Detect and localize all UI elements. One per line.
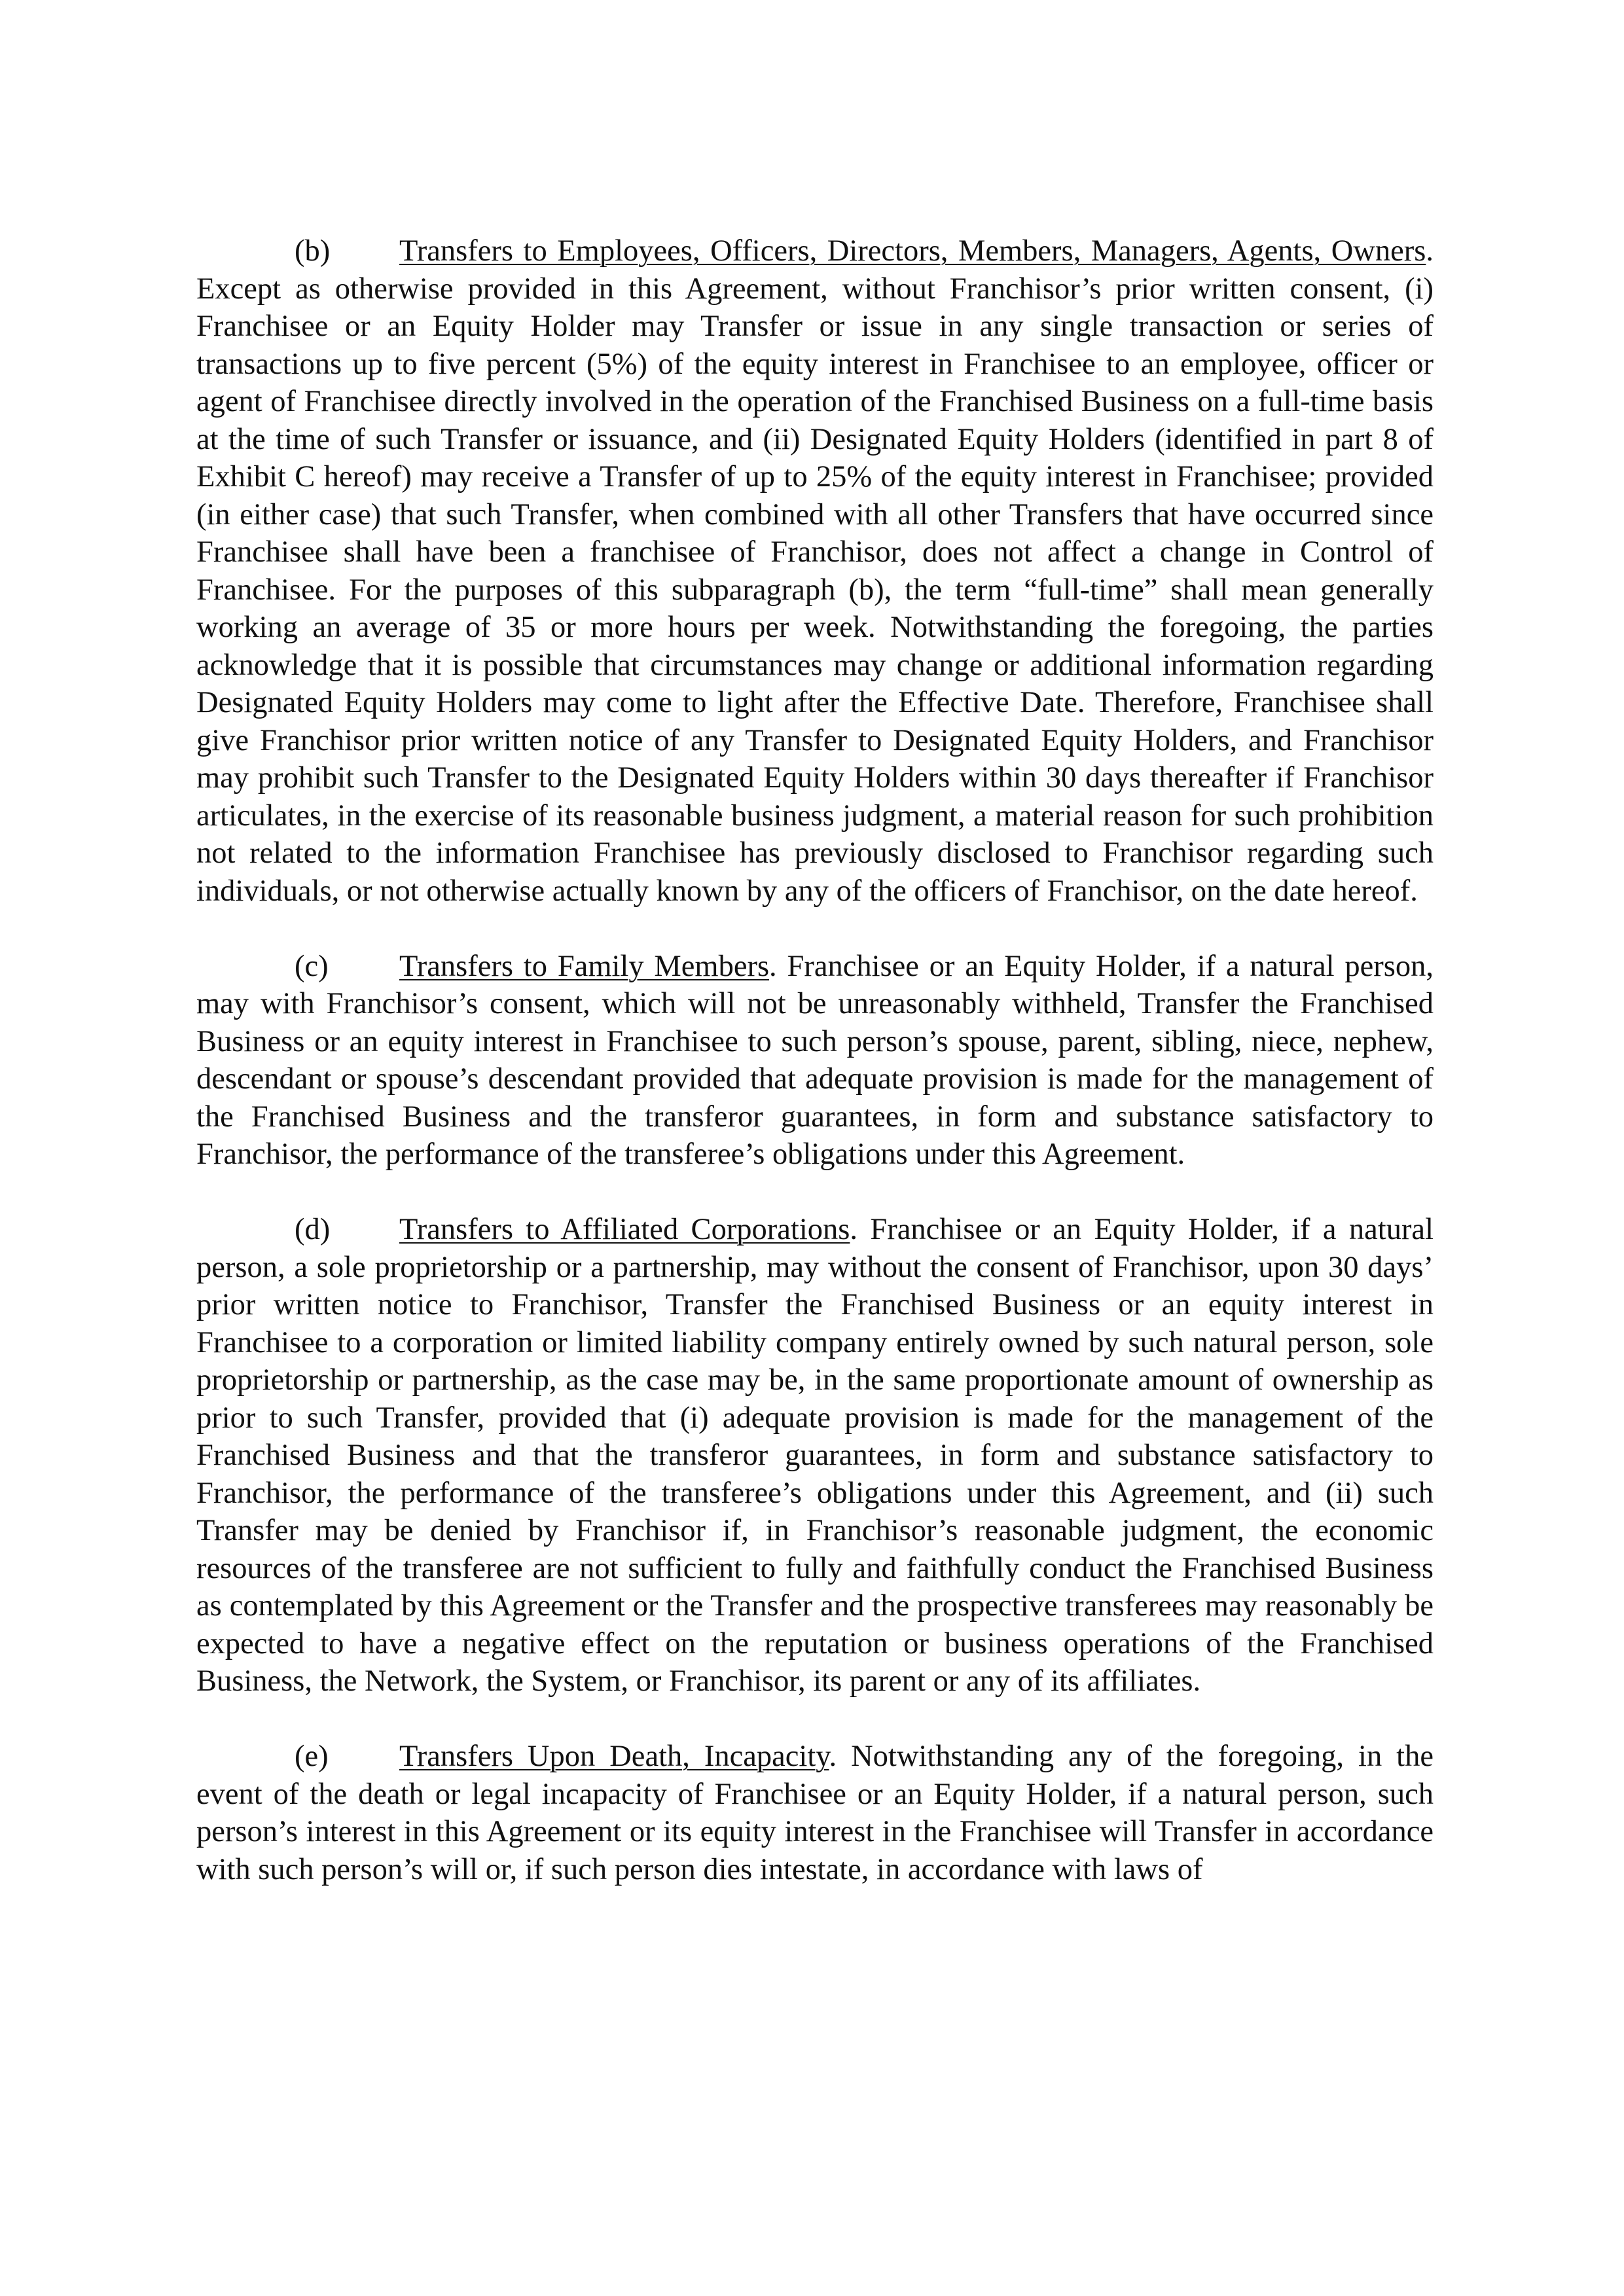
paragraph-d bbox=[196, 1211, 1434, 1700]
paragraph-e bbox=[196, 1738, 1434, 1888]
paragraph-c bbox=[196, 948, 1434, 1174]
paragraph-heading: Transfers to Employees, Officers, Directors, Members, Managers, Agents, Owners bbox=[399, 234, 1426, 268]
paragraph-label: (b) bbox=[295, 234, 331, 268]
paragraph-body: . Franchisee or an Equity Holder, if a natural person, may with Franchisor’s consent, which will not be unreasonably withheld, Transfer the Franchised Business or an equity interest in Franchisee to such person’s spouse, parent, sibling, niece, nephew, descendant or spouse’s descendant provided that adequate provision is made for the management of the Franchised Business and the transferor guarantees, in form and substance satisfactory to Franchisor, the performance of the transferee’s obligations under this Agreement. bbox=[196, 949, 1434, 1171]
paragraph-b bbox=[196, 232, 1434, 910]
paragraph-heading: Transfers Upon Death, Incapacity bbox=[399, 1740, 829, 1773]
paragraph-label: (c) bbox=[295, 949, 329, 983]
paragraph-heading: Transfers to Affiliated Corporations bbox=[399, 1213, 850, 1246]
paragraph-label: (d) bbox=[295, 1213, 331, 1246]
paragraph-label: (e) bbox=[295, 1740, 329, 1773]
paragraph-body: . Notwithstanding any of the foregoing, in the event of the death or legal incapacity of Franchisee or an Equity Holder, if a natural person, such person’s interest in this Agreement or its equity interest in the Franchisee will Transfer in accordance with such person’s will or, if such person dies intestate, in accordance with laws of bbox=[196, 1740, 1434, 1886]
paragraph-body: . Except as otherwise provided in this Agreement, without Franchisor’s prior written consent, (i) Franchisee or an Equity Holder may Transfer or issue in any single transaction or series of transactions up to five percent (5%) of the equity interest in Franchisee to an employee, officer or agent of Franchisee directly involved in the operation of the Franchised Business on a full-time basis at the time of such Transfer or issuance, and (ii) Designated Equity Holders (identified in part 8 of Exhibit C hereof) may receive a Transfer of up to 25% of the equity interest in Franchisee; provided (in either case) that such Transfer, when combined with all other Transfers that have occurred since Franchisee shall have been a franchisee of Franchisor, does not affect a change in Control of Franchisee. For the purposes of this subparagraph (b), the term “full-time” shall mean generally working an average of 35 or more hours per week. Notwithstanding the foregoing, the parties acknowledge that it is possible that circumstances may change or additional information regarding Designated Equity Holders may come to light after the Effective Date. Therefore, Franchisee shall give Franchisor prior written notice of any Transfer to Designated Equity Holders, and Franchisor may prohibit such Transfer to the Designated Equity Holders within 30 days thereafter if Franchisor articulates, in the exercise of its reasonable business judgment, a material reason for such prohibition not related to the information Franchisee has previously disclosed to Franchisor regarding such individuals, or not otherwise actually known by any of the officers of Franchisor, on the date hereof. bbox=[196, 234, 1434, 908]
paragraph-body: . Franchisee or an Equity Holder, if a natural person, a sole proprietorship or a partnership, may without the consent of Franchisor, upon 30 days’ prior written notice to Franchisor, Transfer the Franchised Business or an equity interest in Franchisee to a corporation or limited liability company entirely owned by such natural person, sole proprietorship or partnership, as the case may be, in the same proportionate amount of ownership as prior to such Transfer, provided that (i) adequate provision is made for the management of the Franchised Business and that the transferor guarantees, in form and substance satisfactory to Franchisor, the performance of the transferee’s obligations under this Agreement, and (ii) such Transfer may be denied by Franchisor if, in Franchisor’s reasonable judgment, the economic resources of the transferee are not sufficient to fully and faithfully conduct the Franchised Business as contemplated by this Agreement or the Transfer and the prospective transferees may reasonably be expected to have a negative effect on the reputation or business operations of the Franchised Business, the Network, the System, or Franchisor, its parent or any of its affiliates. bbox=[196, 1213, 1434, 1698]
paragraph-heading: Transfers to Family Members bbox=[399, 949, 770, 983]
document-page bbox=[196, 232, 1434, 1926]
